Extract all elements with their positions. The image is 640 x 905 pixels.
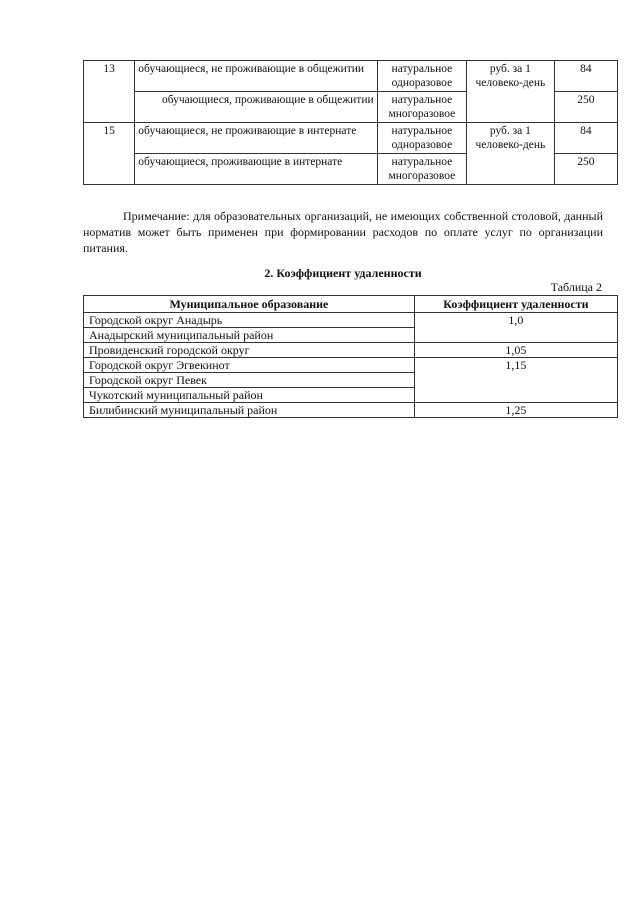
row-number: 13	[84, 61, 135, 123]
category-description: обучающиеся, не проживающие в интернате	[135, 123, 377, 154]
norm-table	[83, 60, 618, 185]
column-header-municipality: Муниципальное образование	[84, 296, 415, 313]
table-header-row	[84, 296, 618, 313]
table-row	[84, 403, 618, 418]
category-description: обучающиеся, проживающие в интернате	[135, 154, 377, 185]
norm-type: натуральное многоразовое	[377, 92, 467, 123]
municipality-cell: Провиденский городской округ	[84, 343, 415, 358]
norm-type: натуральное многоразовое	[377, 154, 467, 185]
coefficient-table	[83, 295, 618, 418]
table-row	[84, 61, 618, 92]
norm-type: натуральное одноразовое	[377, 123, 467, 154]
unit-of-measure: руб. за 1 человеко-день	[467, 61, 554, 123]
municipality-cell: Городской округ Эгвекинот	[84, 358, 415, 373]
coefficient-cell: 1,05	[414, 343, 617, 358]
coefficient-cell: 1,25	[414, 403, 617, 418]
column-header-coefficient: Коэффициент удаленности	[414, 296, 617, 313]
municipality-cell: Городской округ Певек	[84, 373, 415, 388]
footnote-text: Примечание: для образовательных организаций, не имеющих собственной столовой, данный норматив может быть применен при формировании расходов по оплате услуг по организации питания.	[83, 209, 603, 255]
unit-of-measure: руб. за 1 человеко-день	[467, 123, 554, 185]
section-title: 2. Коэффициент удаленности	[264, 266, 422, 280]
table-row	[84, 358, 618, 373]
norm-value: 84	[554, 61, 617, 92]
norm-value: 250	[554, 154, 617, 185]
row-number: 15	[84, 123, 135, 185]
municipality-cell: Анадырский муниципальный район	[84, 328, 415, 343]
municipality-cell: Чукотский муниципальный район	[84, 388, 415, 403]
table-row	[84, 123, 618, 154]
coefficient-cell: 1,15	[414, 358, 617, 403]
norm-type: натуральное одноразовое	[377, 61, 467, 92]
norm-value: 250	[554, 92, 617, 123]
category-description: обучающиеся, не проживающие в общежитии	[135, 61, 377, 92]
category-description: обучающиеся, проживающие в общежитии	[135, 92, 377, 123]
coefficient-cell: 1,0	[414, 313, 617, 343]
municipality-cell: Билибинский муниципальный район	[84, 403, 415, 418]
table-caption: Таблица 2	[550, 280, 602, 294]
table-row	[84, 343, 618, 358]
municipality-cell: Городской округ Анадырь	[84, 313, 415, 328]
norm-value: 84	[554, 123, 617, 154]
table-row	[84, 313, 618, 328]
